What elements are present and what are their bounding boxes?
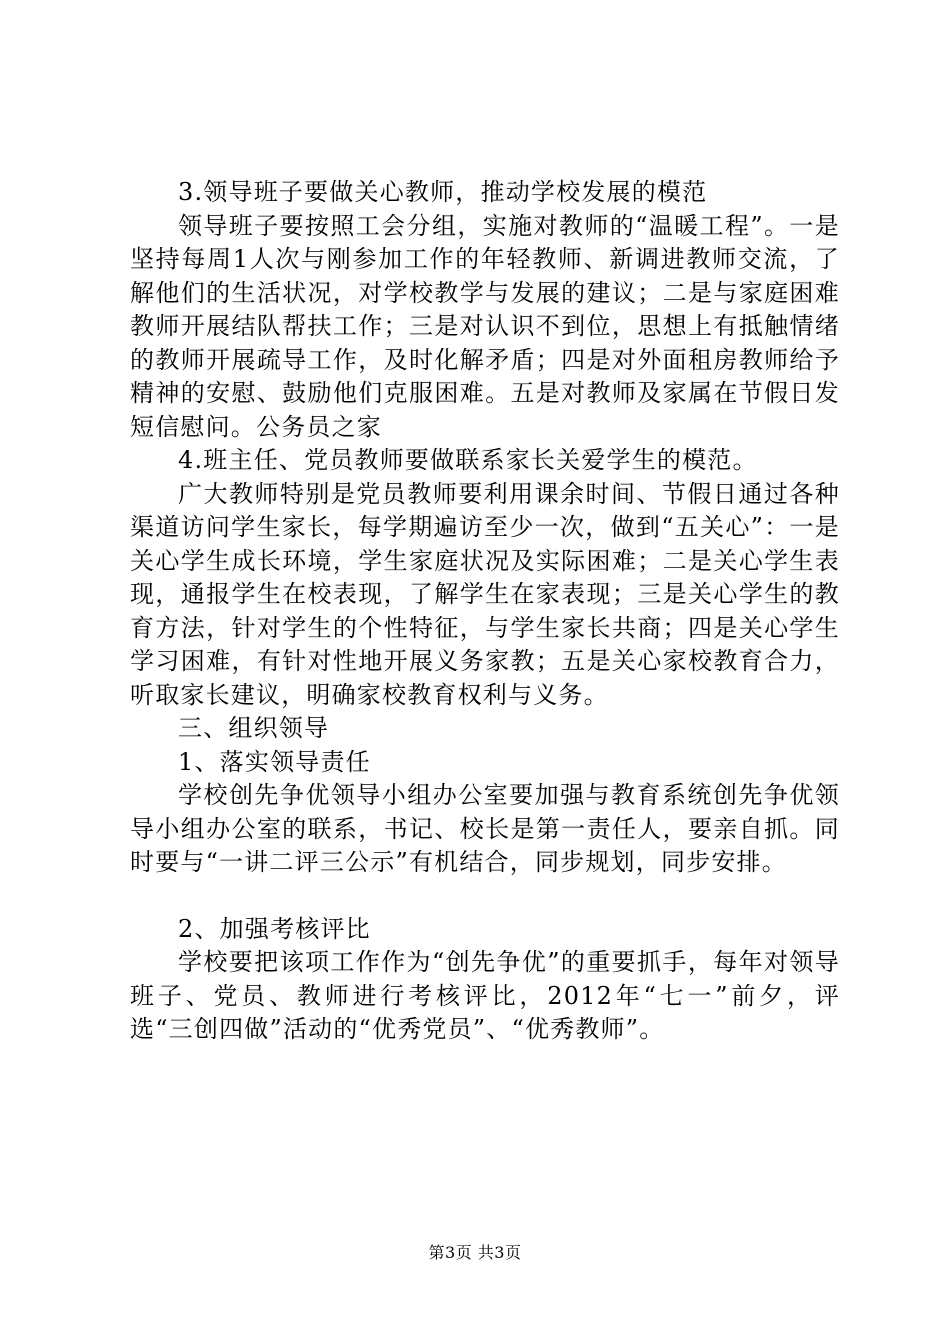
paragraph-five-cares: 广大教师特别是党员教师要利用课余时间、节假日通过各种渠道访问学生家长，每学期遍访至少一次，做到“五关心”：一是关心学生成长环境，学生家庭状况及实际困难；二是关心学生表现，通报学生在校表现，了解学生在家表现；三是关心学生的教育方法，针对学生的个性特征，与学生家长共商；四是关心学生学习困难，有针对性地开展义务家教；五是关心家校教育合力，听取家长建议，明确家校教育权利与义务。 <box>130 479 840 709</box>
section-heading-organization: 三、组织领导 <box>178 714 330 742</box>
subheading-responsibility: 1、落实领导责任 <box>178 747 371 776</box>
paragraph-warmth-project: 领导班子要按照工会分组，实施对教师的“温暖工程”。一是坚持每周1人次与刚参加工作的年轻教师、新调进教师交流，了解他们的生活状况，对学校教学与发展的建议；二是与家庭困难教师开展结队帮扶工作；三是对认识不到位，思想上有抵触情绪的教师开展疏导工作，及时化解矛盾；四是对外面租房教师给予精神的安慰、鼓励他们克服困难。五是对教师及家属在节假日发短信慰问。公务员之家 <box>130 211 840 441</box>
heading-item-4: 4.班主任、党员教师要做联系家长关爱学生的模范。 <box>178 446 758 474</box>
heading-item-3: 3.领导班子要做关心教师，推动学校发展的模范 <box>178 178 708 206</box>
paragraph-responsibility: 学校创先争优领导小组办公室要加强与教育系统创先争优领导小组办公室的联系，书记、校长是第一责任人，要亲自抓。同时要与“一讲二评三公示”有机结合，同步规划，同步安排。 <box>130 781 840 876</box>
paragraph-assessment: 学校要把该项工作作为“创先争优”的重要抓手，每年对领导班子、党员、教师进行考核评比，2012年“七一”前夕，评选“三创四做”活动的“优秀党员”、“优秀教师”。 <box>130 948 840 1043</box>
subheading-assessment: 2、加强考核评比 <box>178 914 371 943</box>
document-body <box>130 176 840 1047</box>
page-footer: 第3页 共3页 <box>428 1243 522 1262</box>
paragraph-spacer <box>130 880 840 913</box>
